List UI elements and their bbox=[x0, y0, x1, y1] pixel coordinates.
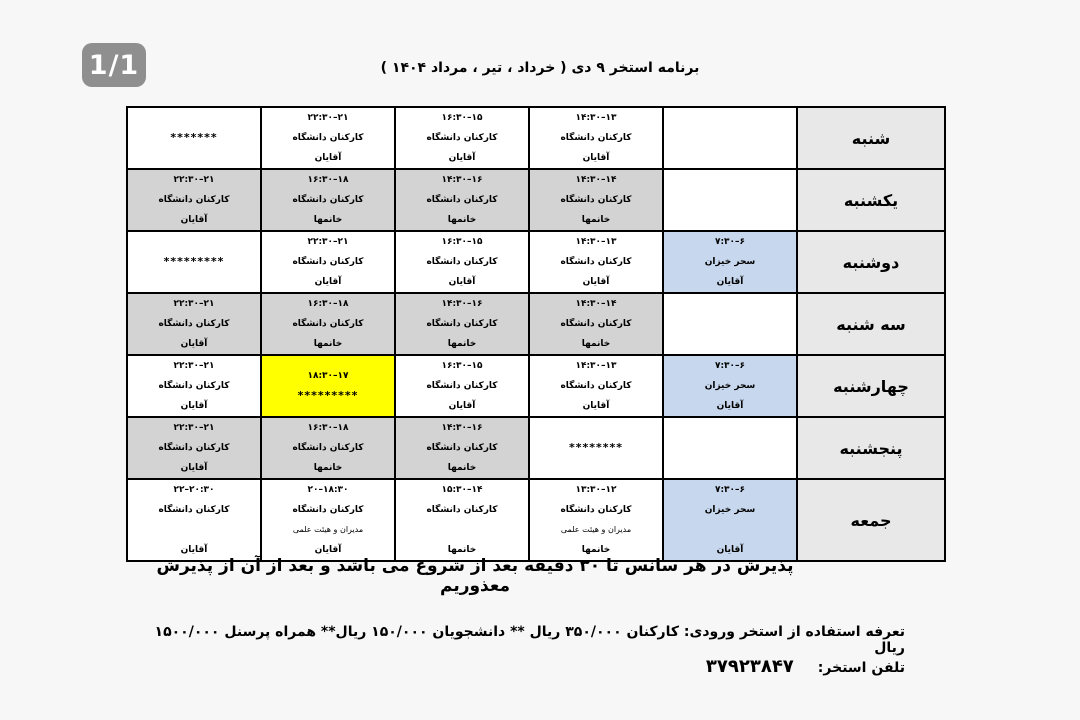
phone-number: ۳۷۹۲۳۸۴۷ bbox=[705, 656, 794, 677]
session-detail bbox=[396, 520, 528, 540]
day-label: جمعه bbox=[797, 479, 945, 561]
admission-note: پذیرش در هر سانس تا ۳۰ دقیقه بعد از شروع می باشد و بعد از آن از پذیرش معذوریم bbox=[156, 556, 794, 596]
session-detail: کارکنان دانشگاه bbox=[560, 505, 632, 515]
session-detail bbox=[664, 520, 796, 540]
session-cell bbox=[127, 231, 261, 293]
session-time: ۱۶–۱۴:۳۰ bbox=[441, 175, 483, 185]
schedule-row bbox=[127, 107, 945, 169]
session-detail: کارکنان دانشگاه bbox=[560, 381, 632, 391]
session-detail: خانمها bbox=[447, 339, 477, 349]
schedule-row bbox=[127, 169, 945, 231]
session-cell bbox=[127, 417, 261, 479]
session-cell bbox=[529, 107, 663, 169]
session-detail: آقایان bbox=[180, 215, 208, 225]
day-label: شنبه bbox=[797, 107, 945, 169]
session-detail: کارکنان دانشگاه bbox=[158, 381, 230, 391]
phone-line bbox=[600, 656, 905, 677]
day-label: سه شنبه bbox=[797, 293, 945, 355]
session-detail: کارکنان دانشگاه bbox=[292, 443, 364, 453]
session-time: ۱۵–۱۶:۳۰ bbox=[441, 237, 483, 247]
session-detail: کارکنان دانشگاه bbox=[426, 257, 498, 267]
schedule-row bbox=[127, 293, 945, 355]
session-detail: کارکنان دانشگاه bbox=[560, 319, 632, 329]
session-cell bbox=[663, 479, 797, 561]
session-detail: آقایان bbox=[180, 339, 208, 349]
session-time: ۱۵–۱۶:۳۰ bbox=[441, 361, 483, 371]
session-time: ۱۲–۱۳:۳۰ bbox=[575, 485, 617, 495]
session-time: ۱۳–۱۴:۳۰ bbox=[575, 237, 617, 247]
session-detail: سحر خیزان bbox=[704, 257, 756, 267]
session-cell bbox=[663, 417, 797, 479]
session-cell bbox=[663, 107, 797, 169]
session-time: ۶–۷:۳۰ bbox=[714, 237, 746, 247]
session-time: ۲۱–۲۲:۳۰ bbox=[307, 237, 349, 247]
session-detail: کارکنان دانشگاه bbox=[292, 319, 364, 329]
session-cell bbox=[529, 479, 663, 561]
session-time: ۱۶–۱۴:۳۰ bbox=[441, 299, 483, 309]
session-cell bbox=[261, 355, 395, 417]
session-cell bbox=[261, 417, 395, 479]
schedule-table bbox=[126, 106, 946, 562]
day-label: دوشنبه bbox=[797, 231, 945, 293]
session-detail: خانمها bbox=[313, 215, 343, 225]
session-detail: کارکنان دانشگاه bbox=[158, 195, 230, 205]
session-detail: خانمها bbox=[447, 215, 477, 225]
session-time: ۲۰:۳۰–۲۲ bbox=[173, 485, 215, 495]
empty-session-stars: ******* bbox=[170, 131, 218, 144]
session-cell bbox=[663, 169, 797, 231]
session-time: ۶–۷:۳۰ bbox=[714, 361, 746, 371]
session-time: ۱۵–۱۶:۳۰ bbox=[441, 113, 483, 123]
phone-label: تلفن استخر: bbox=[817, 660, 905, 676]
session-detail: کارکنان دانشگاه bbox=[560, 257, 632, 267]
session-cell bbox=[529, 417, 663, 479]
session-time: ۱۳–۱۴:۳۰ bbox=[575, 361, 617, 371]
session-detail: آقایان bbox=[448, 153, 476, 163]
empty-session-stars: ********* bbox=[163, 255, 225, 268]
session-detail: کارکنان دانشگاه bbox=[158, 443, 230, 453]
session-cell bbox=[663, 231, 797, 293]
session-cell bbox=[127, 355, 261, 417]
session-detail: آقایان bbox=[448, 277, 476, 287]
session-detail: کارکنان دانشگاه bbox=[426, 381, 498, 391]
session-detail: خانمها bbox=[581, 215, 611, 225]
session-cell bbox=[663, 355, 797, 417]
page-title: برنامه استخر ۹ دی ( خرداد ، تیر ، مرداد ۱۴۰۴ ) bbox=[380, 60, 700, 76]
session-time: ۱۶–۱۴:۳۰ bbox=[441, 423, 483, 433]
session-detail: مدیران و هیئت علمی bbox=[560, 525, 632, 534]
session-cell bbox=[529, 293, 663, 355]
session-time: ۶–۷:۳۰ bbox=[714, 485, 746, 495]
session-time: ۲۱–۲۲:۳۰ bbox=[173, 423, 215, 433]
session-time: ۱۸:۳۰–۲۰ bbox=[307, 485, 349, 495]
session-detail: کارکنان دانشگاه bbox=[158, 319, 230, 329]
page-indicator-badge: 1/1 bbox=[82, 43, 146, 87]
session-detail: خانمها bbox=[581, 339, 611, 349]
day-label: یکشنبه bbox=[797, 169, 945, 231]
session-detail: خانمها bbox=[313, 463, 343, 473]
session-detail: کارکنان دانشگاه bbox=[426, 133, 498, 143]
session-detail: آقایان bbox=[314, 545, 342, 555]
schedule-row bbox=[127, 417, 945, 479]
session-detail: آقایان bbox=[582, 277, 610, 287]
session-cell bbox=[261, 479, 395, 561]
session-detail: کارکنان دانشگاه bbox=[292, 195, 364, 205]
session-time: ۱۷–۱۸:۳۰ bbox=[307, 371, 349, 381]
session-cell bbox=[529, 231, 663, 293]
session-detail: کارکنان دانشگاه bbox=[158, 505, 230, 515]
session-cell bbox=[395, 293, 529, 355]
session-cell bbox=[261, 231, 395, 293]
session-detail: کارکنان دانشگاه bbox=[560, 195, 632, 205]
session-time: ۱۳–۱۴:۳۰ bbox=[575, 113, 617, 123]
session-cell bbox=[127, 107, 261, 169]
session-detail: کارکنان دانشگاه bbox=[426, 319, 498, 329]
session-detail: آقایان bbox=[180, 463, 208, 473]
session-time: ۲۱–۲۲:۳۰ bbox=[173, 361, 215, 371]
tariff-line: تعرفه استفاده از استخر ورودی: کارکنان ۳۵۰/۰۰۰ ریال ** دانشجویان ۱۵۰/۰۰۰ ریال** همراه پرسنل ۱۵۰۰/۰۰۰ ریال bbox=[154, 624, 905, 656]
session-detail: کارکنان دانشگاه bbox=[426, 195, 498, 205]
session-detail: کارکنان دانشگاه bbox=[292, 505, 364, 515]
schedule-row bbox=[127, 355, 945, 417]
session-time: ۱۴–۱۴:۳۰ bbox=[575, 299, 617, 309]
session-time: ۱۸–۱۶:۳۰ bbox=[307, 299, 349, 309]
session-detail: آقایان bbox=[314, 277, 342, 287]
session-time: ۱۸–۱۶:۳۰ bbox=[307, 175, 349, 185]
session-time: ۱۴–۱۵:۳۰ bbox=[441, 485, 483, 495]
session-time: ۱۴–۱۴:۳۰ bbox=[575, 175, 617, 185]
session-cell bbox=[261, 169, 395, 231]
session-time: ۱۸–۱۶:۳۰ bbox=[307, 423, 349, 433]
session-cell bbox=[395, 231, 529, 293]
session-detail: آقایان bbox=[448, 401, 476, 411]
session-cell bbox=[663, 293, 797, 355]
session-detail: خانمها bbox=[313, 339, 343, 349]
session-detail: سحر خیزان bbox=[704, 505, 756, 515]
session-detail: کارکنان دانشگاه bbox=[560, 133, 632, 143]
session-detail: آقایان bbox=[582, 401, 610, 411]
empty-session-stars: ******** bbox=[568, 441, 624, 454]
session-detail: خانمها bbox=[581, 545, 611, 555]
session-detail: آقایان bbox=[180, 401, 208, 411]
session-time: ۲۱–۲۲:۳۰ bbox=[307, 113, 349, 123]
empty-session-stars: ********* bbox=[297, 389, 359, 402]
session-detail: آقایان bbox=[716, 401, 744, 411]
session-detail: آقایان bbox=[716, 545, 744, 555]
session-detail: آقایان bbox=[314, 153, 342, 163]
session-cell bbox=[261, 107, 395, 169]
session-cell bbox=[127, 293, 261, 355]
session-detail: آقایان bbox=[716, 277, 744, 287]
session-detail bbox=[128, 520, 260, 540]
session-detail: آقایان bbox=[582, 153, 610, 163]
session-cell bbox=[529, 169, 663, 231]
session-cell bbox=[127, 169, 261, 231]
session-time: ۲۱–۲۲:۳۰ bbox=[173, 175, 215, 185]
session-detail: کارکنان دانشگاه bbox=[292, 257, 364, 267]
session-detail: مدیران و هیئت علمی bbox=[292, 525, 364, 534]
day-label: پنجشنبه bbox=[797, 417, 945, 479]
session-cell bbox=[395, 107, 529, 169]
session-cell bbox=[395, 169, 529, 231]
session-detail: آقایان bbox=[180, 545, 208, 555]
session-cell bbox=[127, 479, 261, 561]
session-detail: کارکنان دانشگاه bbox=[292, 133, 364, 143]
session-detail: خانمها bbox=[447, 545, 477, 555]
schedule-row bbox=[127, 231, 945, 293]
session-cell bbox=[529, 355, 663, 417]
schedule-row bbox=[127, 479, 945, 561]
session-cell bbox=[395, 479, 529, 561]
session-cell bbox=[261, 293, 395, 355]
session-cell bbox=[395, 355, 529, 417]
session-detail: خانمها bbox=[447, 463, 477, 473]
day-label: چهارشنبه bbox=[797, 355, 945, 417]
session-time: ۲۱–۲۲:۳۰ bbox=[173, 299, 215, 309]
session-detail: کارکنان دانشگاه bbox=[426, 505, 498, 515]
session-detail: سحر خیزان bbox=[704, 381, 756, 391]
session-detail: کارکنان دانشگاه bbox=[426, 443, 498, 453]
session-cell bbox=[395, 417, 529, 479]
